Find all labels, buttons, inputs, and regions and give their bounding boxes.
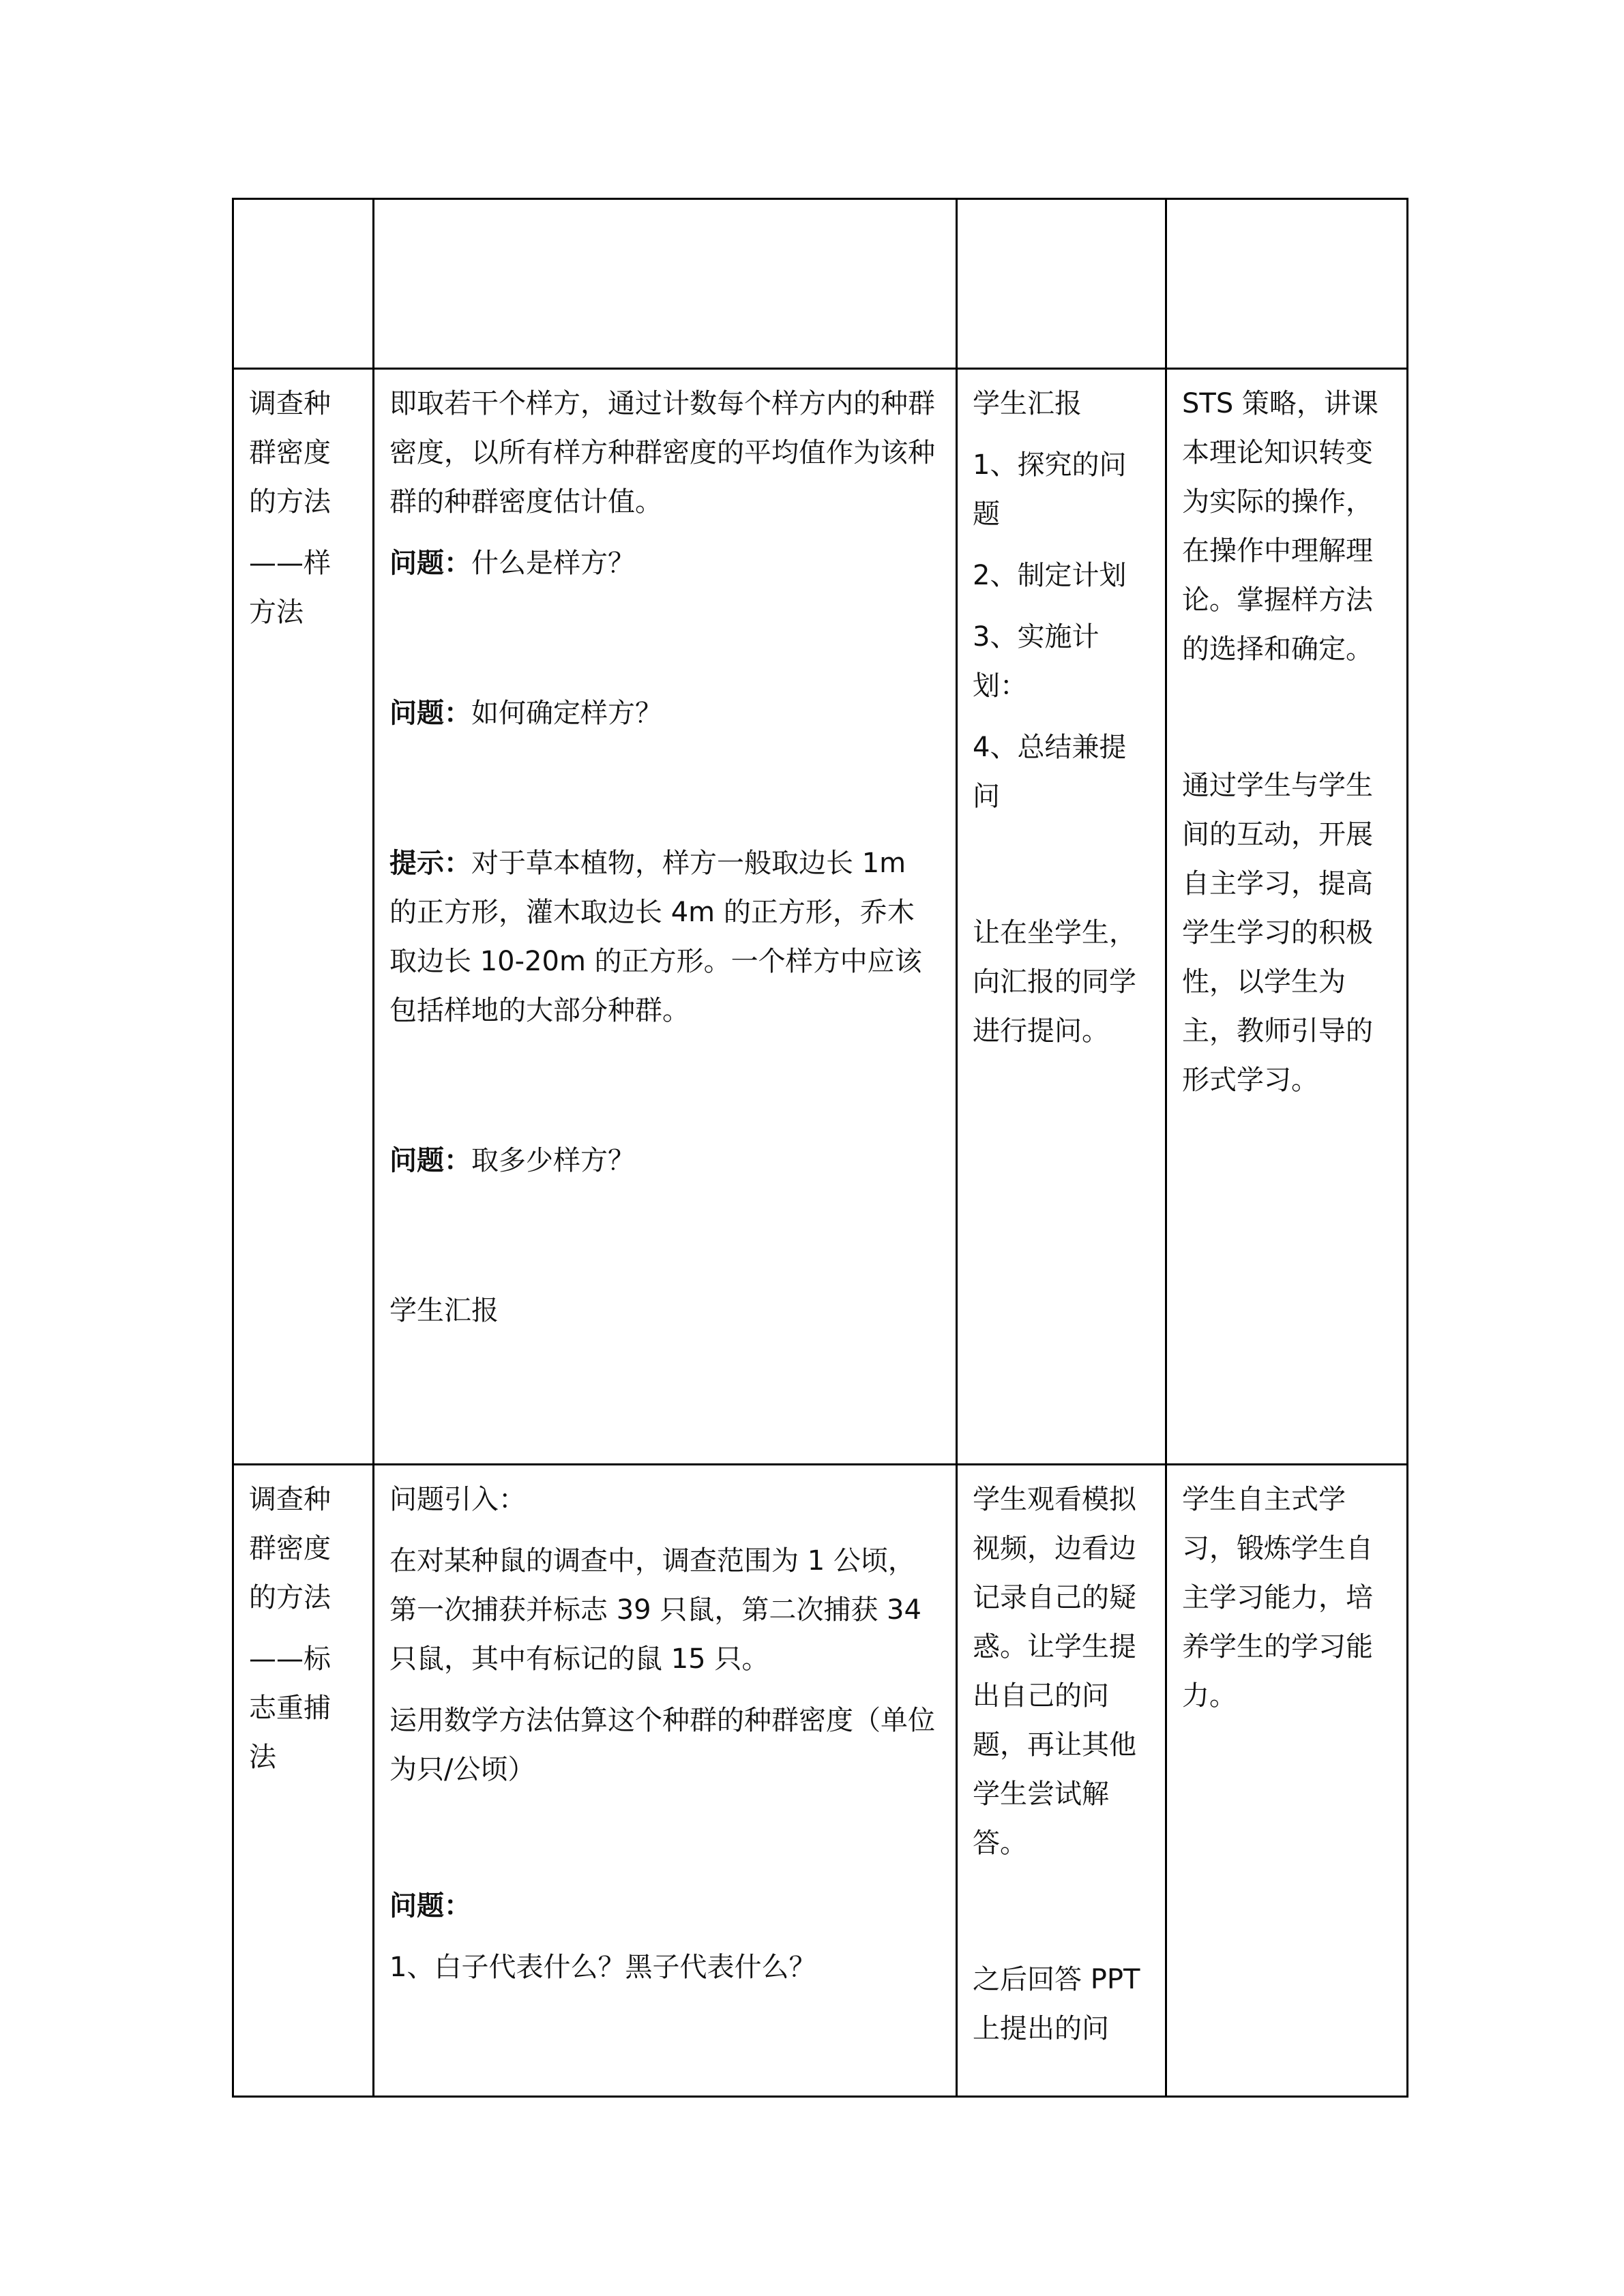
design-intent-cell bbox=[1166, 369, 1408, 1465]
table-row-mark-recapture bbox=[233, 1465, 1408, 2097]
lesson-plan-table bbox=[232, 198, 1408, 2098]
topic-text: 调查种群密度的方法 bbox=[249, 388, 331, 518]
topic-cell bbox=[233, 369, 374, 1465]
table-cell bbox=[957, 199, 1166, 369]
activity-followup: 让在坐学生，向汇报的同学进行提问。 bbox=[973, 917, 1136, 1047]
activity-paragraph: 学生观看模拟视频，边看边记录自己的疑惑。让学生提出自己的问题，再让其他学生尝试解答。 bbox=[973, 1484, 1136, 1859]
question-item: 1、白子代表什么？黑子代表什么？ bbox=[389, 1952, 816, 1983]
scenario-paragraph: 在对某种鼠的调查中，调查范围为 1 公顷，第一次捕获并标志 39 只鼠，第二次捕获 34 只鼠，其中有标记的鼠 15 只。 bbox=[389, 1545, 921, 1675]
content-cell bbox=[374, 1465, 957, 2097]
activity-heading: 学生汇报 bbox=[973, 388, 1082, 419]
content-cell bbox=[374, 369, 957, 1465]
table-cell bbox=[1166, 199, 1408, 369]
activity-step: 4、总结兼提问 bbox=[973, 732, 1127, 812]
question-paragraph bbox=[389, 689, 941, 738]
method-name: ——样方法 bbox=[249, 548, 331, 628]
question-label: 问题： bbox=[389, 1890, 471, 1922]
question-label: 问题： bbox=[389, 548, 471, 579]
intro-paragraph: 即取若干个样方，通过计数每个样方内的种群密度，以所有样方种群密度的平均值作为该种群的种群密度估计值。 bbox=[389, 388, 935, 518]
table-cell bbox=[233, 199, 374, 369]
design-intent-cell bbox=[1166, 1465, 1408, 2097]
question-paragraph bbox=[389, 1136, 941, 1185]
report-paragraph: 学生汇报 bbox=[389, 1295, 499, 1326]
intent-paragraph: STS 策略，讲课本理论知识转变为实际的操作，在操作中理解理论。掌握样方法的选择和确定。 bbox=[1182, 388, 1378, 665]
question-paragraph bbox=[389, 539, 941, 588]
activity-step: 3、实施计划： bbox=[973, 621, 1099, 702]
topic-text: 调查种群密度的方法 bbox=[249, 1484, 331, 1613]
question-text: 如何确定样方？ bbox=[471, 698, 662, 729]
method-name: ——标志重捕法 bbox=[249, 1643, 331, 1773]
student-activity-cell bbox=[957, 369, 1166, 1465]
intent-paragraph: 学生自主式学习，锻炼学生自主学习能力，培养学生的学习能力。 bbox=[1182, 1484, 1373, 1712]
intent-paragraph: 通过学生与学生间的互动，开展自主学习，提高学生学习的积极性，以学生为主，教师引导的形式学习。 bbox=[1182, 770, 1373, 1096]
table-cell bbox=[374, 199, 957, 369]
table-row-empty bbox=[233, 199, 1408, 369]
activity-step: 2、制定计划 bbox=[973, 560, 1127, 591]
hint-label: 提示： bbox=[389, 848, 471, 879]
question-label: 问题： bbox=[389, 698, 471, 729]
table-row-sample-method bbox=[233, 369, 1408, 1465]
student-activity-cell bbox=[957, 1465, 1166, 2097]
hint-text: 对于草本植物，样方一般取边长 1m 的正方形，灌木取边长 4m 的正方形，乔木取边长 10-20m 的正方形。一个样方中应该包括样地的大部分种群。 bbox=[389, 848, 922, 1026]
intro-label: 问题引入： bbox=[389, 1484, 526, 1515]
activity-paragraph: 之后回答 PPT 上提出的问 bbox=[973, 1964, 1140, 2044]
question-text: 什么是样方？ bbox=[471, 548, 635, 579]
question-text: 取多少样方？ bbox=[471, 1145, 635, 1176]
hint-paragraph bbox=[389, 839, 941, 1035]
question-label: 问题： bbox=[389, 1145, 471, 1176]
task-paragraph: 运用数学方法估算这个种群的种群密度（单位为只/公顷） bbox=[389, 1705, 935, 1785]
topic-cell bbox=[233, 1465, 374, 2097]
activity-step: 1、探究的问题 bbox=[973, 449, 1127, 530]
